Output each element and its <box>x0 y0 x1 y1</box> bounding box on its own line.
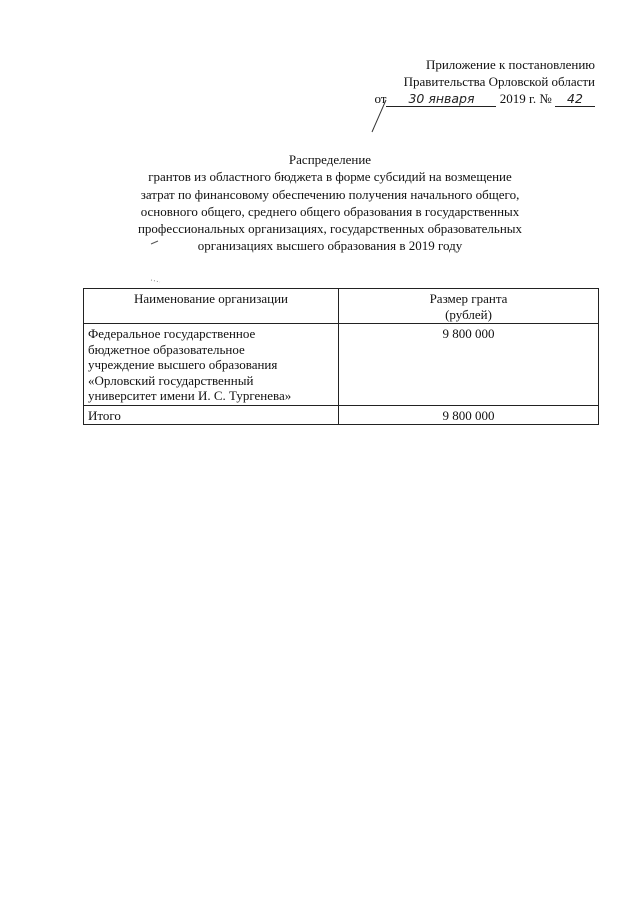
handwritten-date: 30 января <box>408 91 475 106</box>
grant-amount-cell: 9 800 000 <box>339 324 599 406</box>
handwritten-number: 42 <box>567 91 583 106</box>
header-grant-amount <box>339 289 599 324</box>
organization-name-line: Федеральное государственное <box>88 326 256 341</box>
grants-table <box>83 288 599 425</box>
document-title <box>100 151 560 255</box>
pen-stroke-mark <box>366 98 396 138</box>
organization-name-cell <box>84 324 339 406</box>
year-number-label: 2019 г. № <box>499 91 552 106</box>
total-row <box>84 405 599 425</box>
header-grant-unit: (рублей) <box>445 306 492 322</box>
scan-speck <box>150 278 164 284</box>
appendix-line-2: Правительства Орловской области <box>403 74 595 89</box>
total-amount: 9 800 000 <box>339 405 599 425</box>
title-line: Распределение <box>288 152 372 167</box>
title-line: профессиональных организациях, государственных образовательных <box>137 221 523 237</box>
organization-name-line: бюджетное образовательное <box>88 341 245 357</box>
organization-name-line: учреждение высшего образования <box>88 357 278 372</box>
title-line: основного общего, среднего общего образования в государственных <box>140 203 520 219</box>
appendix-line-1: Приложение к постановлению <box>425 57 595 72</box>
organization-name-line: «Орловский государственный <box>88 372 254 388</box>
title-line: грантов из областного бюджета в форме субсидий на возмещение <box>148 169 512 185</box>
date-prefix: от <box>374 91 387 106</box>
title-line: затрат по финансовому обеспечению получения начального общего, <box>140 186 520 202</box>
total-label: Итого <box>84 405 339 425</box>
scan-speck <box>150 240 160 246</box>
header-grant-label: Размер гранта <box>429 291 508 306</box>
title-line: организациях высшего образования в 2019 году <box>197 238 463 254</box>
table-header-row <box>84 289 599 324</box>
table-row <box>84 324 599 406</box>
header-organization: Наименование организации <box>84 289 339 324</box>
organization-name-line: университет имени И. С. Тургенева» <box>88 388 292 403</box>
